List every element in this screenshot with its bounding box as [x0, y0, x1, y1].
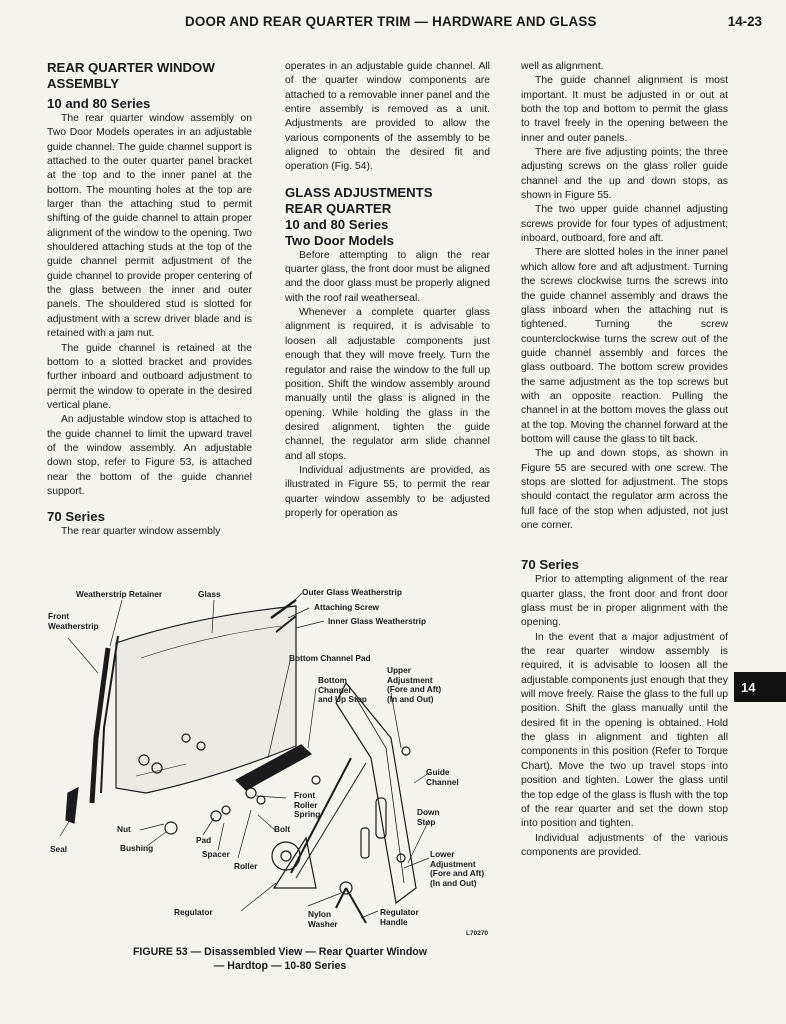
label-outer-glass-weatherstrip: Outer Glass Weatherstrip — [302, 587, 402, 597]
paragraph: The up and down stops, as shown in Figure 55 are secured with one screw. The stops are slotted for adjustment. The stops should contact the regulator arm across the full face of the stop when adjusted, not just one corner. — [521, 448, 728, 531]
paragraph: An adjustable window stop is attached to the guide channel to limit the upward travel of the window assembly. An adjustable down stop, refer to Figure 53, is attached near the bottom of the guide channel support. — [47, 414, 252, 497]
paragraph: Whenever a complete quarter glass alignment is required, it is advisable to loosen all adjustable components just enough that they will move freely. Turn the regulator and raise the window to the full up position. Shift the window assembly around manually until the glass is aligned in the opening. While holding the glass in the desired alignment, tighten the guide channel, the regulator arm slide channel and all stops. — [285, 307, 490, 462]
label-upper-adjustment-line2: Adjustment — [387, 674, 433, 685]
label-inner-glass-weatherstrip: Inner Glass Weatherstrip — [328, 616, 427, 626]
label-regulator-handle-line2: Handle — [380, 916, 408, 927]
column-1 — [47, 60, 252, 540]
label-bottom-channel-line3: and Up Stop — [318, 694, 367, 705]
label-down-stop-line1: Down — [417, 807, 440, 817]
page-header — [0, 14, 786, 36]
label-glass: Glass — [198, 589, 221, 599]
figure-caption — [100, 945, 460, 973]
subheading-two-door-models: Two Door Models — [285, 232, 394, 248]
section-tab: 14 — [734, 672, 786, 702]
paragraph: Prior to attempting alignment of the rear quarter glass, the front door and front door glass must be in proper alignment with the opening. — [521, 574, 728, 629]
label-front-roller-spring-line1: Front — [294, 790, 316, 800]
label-spacer: Spacer — [202, 849, 230, 859]
label-pad: Pad — [196, 835, 212, 845]
label-bottom-channel-line1: Bottom — [318, 675, 348, 685]
label-bolt: Bolt — [274, 824, 291, 834]
subheading-10-80-series: 10 and 80 Series — [47, 96, 151, 111]
front-weatherstrip — [92, 648, 108, 803]
figure-code: L70270 — [466, 930, 489, 937]
section-heading-rear-quarter-window: REAR QUARTER WINDOW ASSEMBLY — [47, 60, 215, 91]
label-bottom-channel — [318, 676, 367, 705]
label-upper-adjustment-line1: Upper — [387, 665, 411, 675]
label-nylon-washer — [308, 910, 338, 929]
paragraph: The rear quarter window assembly — [61, 526, 221, 538]
label-guide-channel-line2: Channel — [426, 776, 459, 787]
label-bushing: Bushing — [120, 843, 154, 853]
label-regulator: Regulator — [174, 907, 213, 917]
label-upper-adjustment — [387, 666, 441, 704]
label-nut: Nut — [117, 824, 131, 834]
label-upper-adjustment-line4: (In and Out) — [387, 693, 434, 704]
label-lower-adjustment-line4: (In and Out) — [430, 877, 477, 888]
label-down-stop — [417, 808, 440, 827]
label-lower-adjustment-line3: (Fore and Aft) — [430, 868, 485, 879]
column-3 — [521, 60, 728, 860]
label-nylon-washer-line2: Washer — [308, 918, 338, 929]
label-front-roller-spring-line2: Roller — [294, 799, 318, 810]
label-lower-adjustment — [430, 850, 484, 888]
label-front-roller-spring — [294, 791, 320, 820]
paragraph: The guide channel alignment is most important. It must be adjusted in or out at both the top and bottom to permit the glass to travel freely in the opening between the inner and outer panels. — [521, 75, 728, 144]
paragraph: There are five adjusting points; the three adjusting screws on the glass roller guide channel and the up and down stops, as shown in Figure 55. — [521, 147, 728, 202]
label-front-weatherstrip-line2: Weatherstrip — [48, 620, 99, 631]
paragraph: In the event that a major adjustment of the rear quarter window assembly is required, it is advisable to loosen all the adjustable components just enough that they will move freely. Raise the glass to the full up position. Shift the glass manually until the desired fit in the opening is obtained. Hold the glass in alignment and tighten all components in this position (Refer to Torque Chart). Move the two up travel stops into position and tighten. Lower the glass until the top edge of the glass is flush with the top of the rear quarter and set the down stop into position and tighten. — [521, 631, 728, 830]
label-nylon-washer-line1: Nylon — [308, 909, 332, 919]
label-front-weatherstrip-line1: Front — [48, 611, 70, 621]
label-bottom-channel-line2: Channel — [318, 684, 351, 695]
paragraph: Individual adjustments of the various components are provided. — [521, 832, 728, 858]
paragraph: well as alignment. — [521, 61, 604, 72]
subheading-10-80-series: 10 and 80 Series — [285, 216, 389, 232]
figure-caption-line1: FIGURE 53 — Disassembled View — Rear Quarter Window — [132, 946, 428, 958]
subheading-70-series: 70 Series — [521, 557, 579, 573]
paragraph: There are slotted holes in the inner panel which allow fore and aft adjustment. Turning the screws clockwise turns the screws into the guide channel assembly and draws the glass inboard when the attaching nut is tightened. Turning the screw counterclockwise turns the screw out of the guide channel assembly and forces the glass outboard. The bottom screw provides the same adjustment as the top screws but with an opposite reaction. Pulling the channel in at the bottom moves the glass out at the top. Moving the channel forward at the bottom will cause the glass to tilt back. — [521, 247, 728, 445]
page-number: 14-23 — [727, 14, 762, 29]
paragraph: Before attempting to align the rear quarter glass, the front door must be aligned and the door glass must be properly aligned with the roof rail weatherseal. — [285, 249, 490, 304]
paragraph: The two upper guide channel adjusting screws provide for four types of adjustment; inboard, outboard, fore and aft. — [521, 204, 728, 245]
paragraph: operates in an adjustable guide channel. All of the quarter window components are attached to a removable inner panel and the entire assembly is removed as a unit. Adjustments are provided to allow the various components of the assembly to be aligned to obtain the desired fit and operation (Fig. 54). — [285, 61, 490, 173]
column-2 — [285, 60, 490, 521]
subheading-70-series: 70 Series — [47, 509, 105, 525]
regulator-gear — [272, 842, 300, 870]
label-roller: Roller — [234, 861, 258, 871]
label-regulator-handle — [380, 908, 419, 927]
label-bottom-channel-pad: Bottom Channel Pad — [289, 653, 371, 663]
section-heading-glass-adjustments: GLASS ADJUSTMENTS — [285, 184, 433, 200]
label-lower-adjustment-line1: Lower — [430, 849, 455, 859]
label-attaching-screw: Attaching Screw — [314, 602, 380, 612]
paragraph: The rear quarter window assembly on Two Door Models operates in an adjustable guide channel. The guide channel support is attached to the outer quarter panel bracket at the top and to the inner panel at the bottom. The mounting holes at the top are larger than the attaching stud to permit shifting of the guide channel to attain proper alignment of the window to the opening. Two shouldered attaching studs at the top of the guide channel permit adjustment of the guide channel to provide proper centering of the glass between the inner and outer panels. The shouldered stud is slotted for adjustment with a screw driver blade and is retained with a jam nut. — [47, 113, 252, 340]
label-guide-channel-line1: Guide — [426, 767, 450, 777]
label-front-roller-spring-line3: Spring — [294, 809, 321, 820]
figure-caption-line2: — Hardtop — 10-80 Series — [213, 960, 347, 972]
section-heading-rear-quarter: REAR QUARTER — [285, 200, 392, 216]
label-down-stop-line2: Stop — [417, 816, 436, 827]
label-upper-adjustment-line3: (Fore and Aft) — [387, 684, 442, 695]
label-weatherstrip-retainer: Weatherstrip Retainer — [76, 589, 163, 599]
label-front-weatherstrip — [48, 612, 99, 631]
header-title: DOOR AND REAR QUARTER TRIM — HARDWARE AND GLASS — [185, 14, 597, 29]
figure-53 — [46, 588, 496, 948]
label-lower-adjustment-line2: Adjustment — [430, 858, 476, 869]
label-seal: Seal — [50, 844, 68, 854]
paragraph: The guide channel is retained at the bottom to a slotted bracket and provides further inboard and outboard adjustment to permit the window to operate in the desired vertical plane. — [47, 342, 252, 411]
seal — [66, 788, 78, 823]
label-guide-channel — [426, 768, 459, 787]
label-regulator-handle-line1: Regulator — [380, 907, 419, 917]
paragraph: Individual adjustments are provided, as illustrated in Figure 55, to permit the rear quarter window assembly to be adjusted properly for operation as — [285, 464, 490, 519]
